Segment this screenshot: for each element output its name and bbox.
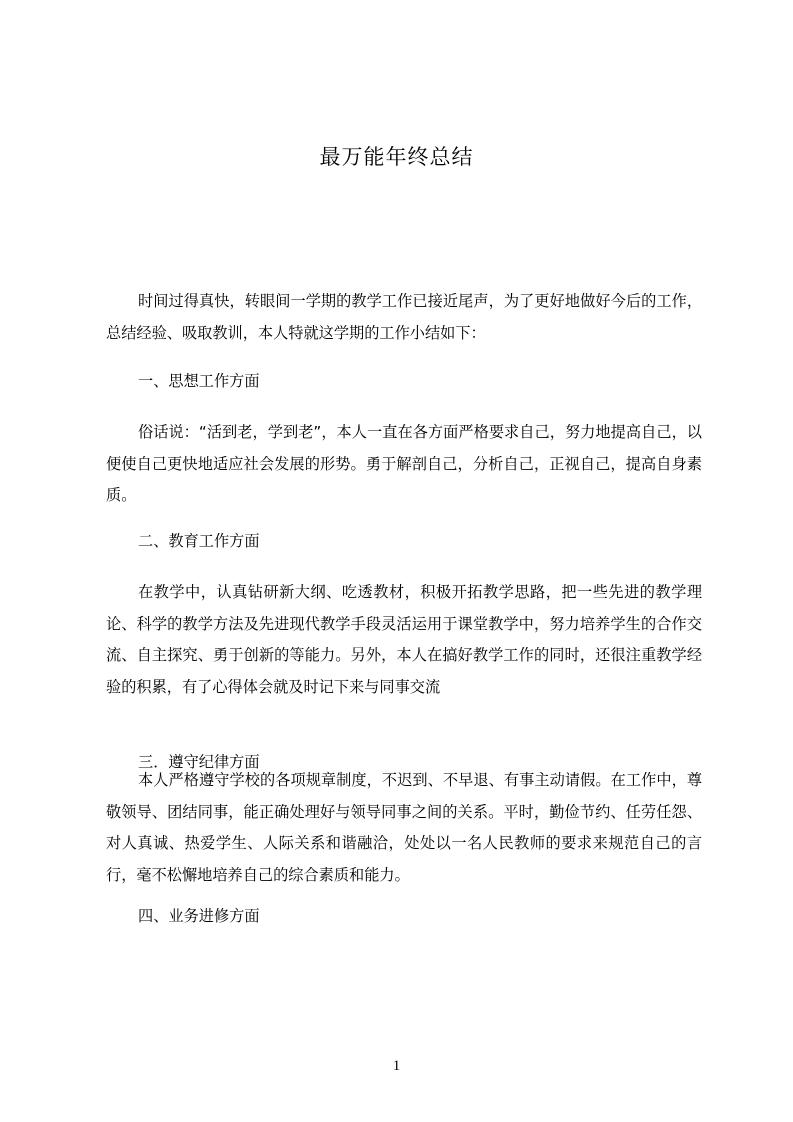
- section-heading-thought: 一、思想工作方面: [138, 372, 260, 390]
- intro-paragraph: 时间过得真快，转眼间一学期的教学工作已接近尾声，为了更好地做好今后的工作，总结经验、吸取教训，本人特就这学期的工作小结如下：: [106, 292, 702, 342]
- section-body-discipline: 本人严格遵守学校的各项规章制度，不迟到、不早退、有事主动请假。在工作中，尊敬领导、团结同事，能正确处理好与领导同事之间的关系。平时，勤俭节约、任劳任怨、对人真诚、热爱学生、人际关系和谐融洽，处处以一名人民教师的要求来规范自己的言行，毫不松懈地培养自己的综合素质和能力。: [106, 771, 702, 884]
- section-heading-education: 二、教育工作方面: [138, 532, 260, 550]
- section-body-education: 在教学中，认真钻研新大纲、吃透教材，积极开拓教学思路，把一些先进的教学理论、科学的教学方法及先进现代教学手段灵活运用于课堂教学中，努力培养学生的合作交流、自主探究、勇于创新的等能力。另外，本人在搞好教学工作的同时，还很注重教学经验的积累，有了心得体会就及时记下来与同事交流: [106, 583, 702, 696]
- section-heading-study: 四、业务进修方面: [138, 907, 260, 925]
- page-number: 1: [392, 1058, 401, 1074]
- section-body-thought: 俗话说：“活到老，学到老”，本人一直在各方面严格要求自己，努力地提高自己，以便使自己更快地适应社会发展的形势。勇于解剖自己，分析自己，正视自己，提高自身素质。: [106, 423, 702, 504]
- document-title: 最万能年终总结: [319, 145, 474, 169]
- section-heading-discipline: 三．遵守纪律方面: [138, 753, 260, 771]
